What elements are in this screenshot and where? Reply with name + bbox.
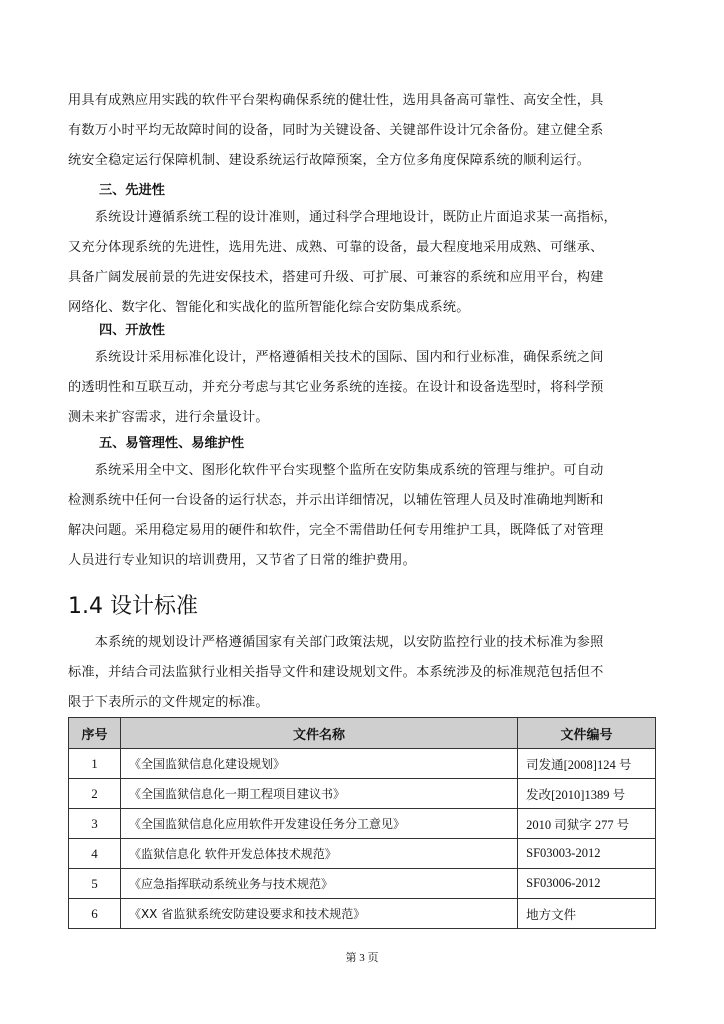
cell-name: 《全国监狱信息化一期工程项目建议书》 xyxy=(120,779,517,809)
cell-num: 3 xyxy=(69,809,121,839)
table-row xyxy=(69,869,656,899)
text-line: 统安全稳定运行保障机制、建设系统运行故障预案，全方位多角度保障系统的顺利运行。 xyxy=(68,153,591,168)
cell-name: 《应急指挥联动系统业务与技术规范》 xyxy=(120,869,517,899)
text-line: 又充分体现系统的先进性，选用先进、成熟、可靠的设备，最大程度地采用成熟、可继承、 xyxy=(68,240,604,255)
text-line: 系统设计采用标准化设计，严格遵循相关技术的国际、国内和行业标准，确保系统之间 xyxy=(68,350,604,365)
text-line: 用具有成熟应用实践的软件平台架构确保系统的健壮性，选用具备高可靠性、高安全性，具 xyxy=(68,93,604,108)
page-number: 第 3 页 xyxy=(345,952,379,964)
cell-code: 发改[2010]1389 号 xyxy=(518,779,656,809)
table-row xyxy=(69,779,656,809)
cell-name: 《XX 省监狱系统安防建设要求和技术规范》 xyxy=(120,899,517,929)
text-line: 有数万小时平均无故障时间的设备，同时为关键设备、关键部件设计冗余备份。建立健全系 xyxy=(68,123,604,138)
table-row xyxy=(69,749,656,779)
paragraph-reliability xyxy=(68,86,656,176)
paragraph-standards xyxy=(68,628,656,718)
cell-code: SF03003-2012 xyxy=(518,839,656,869)
heading-maintainability: 五、易管理性、易维护性 xyxy=(99,436,245,451)
heading-advanced: 三、先进性 xyxy=(99,183,165,198)
text-line: 标准，并结合司法监狱行业相关指导文件和建设规划文件。本系统涉及的标准规范包括但不 xyxy=(68,665,604,680)
header-num: 序号 xyxy=(69,718,121,749)
cell-num: 4 xyxy=(69,839,121,869)
cell-name: 《监狱信息化 软件开发总体技术规范》 xyxy=(120,839,517,869)
cell-code: 司发通[2008]124 号 xyxy=(518,749,656,779)
text-line: 系统采用全中文、图形化软件平台实现整个监所在安防集成系统的管理与维护。可自动 xyxy=(68,463,604,478)
text-line: 具备广阔发展前景的先进安保技术，搭建可升级、可扩展、可兼容的系统和应用平台，构建 xyxy=(68,270,604,285)
text-line: 的透明性和互联互动，并充分考虑与其它业务系统的连接。在设计和设备选型时，将科学预 xyxy=(68,380,604,395)
header-code: 文件编号 xyxy=(518,718,656,749)
standards-table xyxy=(68,717,656,929)
paragraph-maintainability xyxy=(68,456,656,576)
section-title: 1.4 设计标准 xyxy=(68,594,198,619)
cell-num: 5 xyxy=(69,869,121,899)
text-line: 解决问题。采用稳定易用的硬件和软件，完全不需借助任何专用维护工具，既降低了对管理 xyxy=(68,523,604,538)
cell-code: SF03006-2012 xyxy=(518,869,656,899)
text-line: 限于下表所示的文件规定的标准。 xyxy=(68,695,269,710)
text-line: 本系统的规划设计严格遵循国家有关部门政策法规，以安防监控行业的技术标准为参照 xyxy=(68,635,604,650)
cell-name: 《全国监狱信息化建设规划》 xyxy=(120,749,517,779)
table-row xyxy=(69,899,656,929)
cell-num: 6 xyxy=(69,899,121,929)
table-header-row xyxy=(69,718,656,749)
cell-code: 2010 司狱字 277 号 xyxy=(518,809,656,839)
cell-num: 1 xyxy=(69,749,121,779)
table-row xyxy=(69,809,656,839)
text-line: 人员进行专业知识的培训费用，又节省了日常的维护费用。 xyxy=(68,553,417,568)
paragraph-advanced xyxy=(68,203,656,323)
text-line: 系统设计遵循系统工程的设计准则，通过科学合理地设计，既防止片面追求某一高指标， xyxy=(68,210,617,225)
cell-name: 《全国监狱信息化应用软件开发建设任务分工意见》 xyxy=(120,809,517,839)
text-line: 网络化、数字化、智能化和实战化的监所智能化综合安防集成系统。 xyxy=(68,300,470,315)
paragraph-openness xyxy=(68,343,656,433)
table-row xyxy=(69,839,656,869)
text-line: 测未来扩容需求，进行余量设计。 xyxy=(68,410,269,425)
text-line: 检测系统中任何一台设备的运行状态，并示出详细情况，以辅佐管理人员及时准确地判断和 xyxy=(68,493,604,508)
cell-code: 地方文件 xyxy=(518,899,656,929)
heading-openness: 四、开放性 xyxy=(99,323,165,338)
header-name: 文件名称 xyxy=(120,718,517,749)
cell-num: 2 xyxy=(69,779,121,809)
